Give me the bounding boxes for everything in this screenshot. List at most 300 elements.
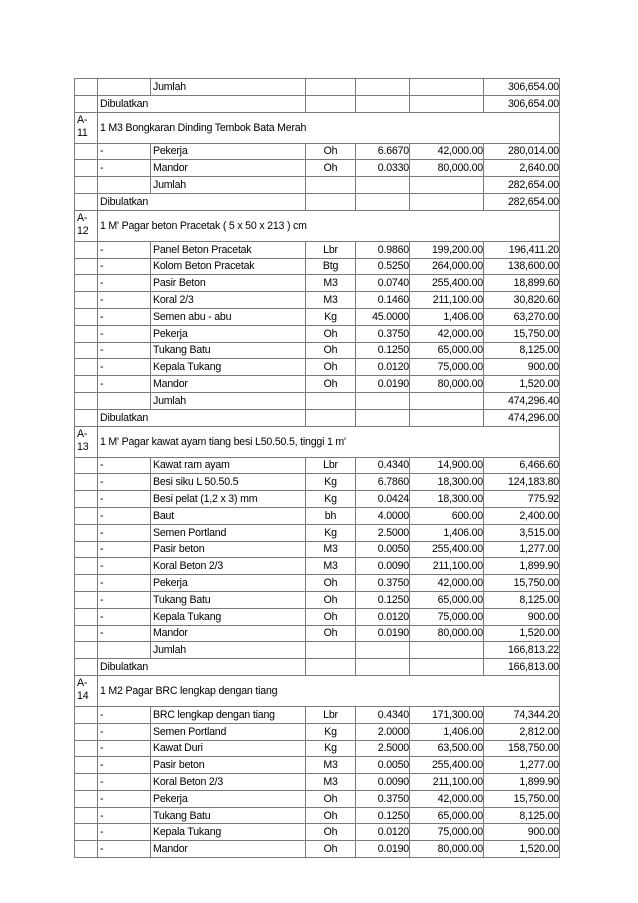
resource-unit-price: 75,000.00 <box>410 824 484 841</box>
empty-cell <box>98 177 151 194</box>
empty-cell <box>75 359 98 376</box>
empty-cell <box>410 79 484 96</box>
bullet-dash: - <box>98 143 151 160</box>
bullet-dash: - <box>98 474 151 491</box>
resource-unit: Lbr <box>306 241 356 258</box>
resource-row <box>75 790 560 807</box>
work-item-header-row <box>75 675 560 706</box>
rounded-label: Dibulatkan <box>98 659 306 676</box>
resource-unit: M3 <box>306 541 356 558</box>
resource-unit-price: 1,406.00 <box>410 524 484 541</box>
bullet-dash: - <box>98 376 151 393</box>
resource-total: 124,183.80 <box>484 474 560 491</box>
resource-name: Kawat ram ayam <box>151 457 306 474</box>
bullet-dash: - <box>98 774 151 791</box>
resource-row <box>75 160 560 177</box>
resource-total: 15,750.00 <box>484 575 560 592</box>
bullet-dash: - <box>98 841 151 858</box>
empty-cell <box>75 824 98 841</box>
resource-unit: M3 <box>306 292 356 309</box>
resource-total: 900.00 <box>484 824 560 841</box>
empty-cell <box>410 392 484 409</box>
empty-cell <box>356 193 410 210</box>
resource-coefficient: 0.4340 <box>356 457 410 474</box>
resource-total: 63,270.00 <box>484 308 560 325</box>
resource-coefficient: 0.0050 <box>356 541 410 558</box>
resource-unit: Lbr <box>306 457 356 474</box>
resource-unit: Oh <box>306 160 356 177</box>
resource-name: Semen Portland <box>151 524 306 541</box>
empty-cell <box>75 308 98 325</box>
resource-total: 900.00 <box>484 608 560 625</box>
resource-name: Kolom Beton Pracetak <box>151 258 306 275</box>
empty-cell <box>356 409 410 426</box>
resource-unit-price: 42,000.00 <box>410 790 484 807</box>
resource-coefficient: 0.9860 <box>356 241 410 258</box>
resource-row <box>75 757 560 774</box>
resource-coefficient: 0.1250 <box>356 342 410 359</box>
empty-cell <box>75 474 98 491</box>
resource-coefficient: 0.0424 <box>356 491 410 508</box>
resource-total: 8,125.00 <box>484 342 560 359</box>
resource-coefficient: 0.0120 <box>356 359 410 376</box>
resource-coefficient: 0.1250 <box>356 807 410 824</box>
resource-total: 196,411.20 <box>484 241 560 258</box>
resource-unit: Oh <box>306 325 356 342</box>
resource-name: Kawat Duri <box>151 740 306 757</box>
resource-name: Baut <box>151 507 306 524</box>
rounded-label: Dibulatkan <box>98 409 306 426</box>
empty-cell <box>306 659 356 676</box>
resource-coefficient: 0.0190 <box>356 376 410 393</box>
bullet-dash: - <box>98 591 151 608</box>
item-title: 1 M' Pagar beton Pracetak ( 5 x 50 x 213 ) cm <box>98 210 560 241</box>
resource-name: Panel Beton Pracetak <box>151 241 306 258</box>
resource-unit-price: 211,100.00 <box>410 558 484 575</box>
empty-cell <box>75 558 98 575</box>
resource-name: Pasir beton <box>151 541 306 558</box>
bullet-dash: - <box>98 608 151 625</box>
empty-cell <box>306 79 356 96</box>
bullet-dash: - <box>98 723 151 740</box>
empty-cell <box>75 79 98 96</box>
resource-total: 8,125.00 <box>484 807 560 824</box>
resource-row <box>75 457 560 474</box>
resource-unit: Oh <box>306 143 356 160</box>
bullet-dash: - <box>98 491 151 508</box>
resource-row <box>75 491 560 508</box>
resource-coefficient: 0.0120 <box>356 608 410 625</box>
work-item-header-row <box>75 426 560 457</box>
empty-cell <box>356 95 410 112</box>
subtotal-value: 306,654.00 <box>484 79 560 96</box>
resource-unit: Oh <box>306 359 356 376</box>
empty-cell <box>75 275 98 292</box>
resource-unit-price: 65,000.00 <box>410 591 484 608</box>
bullet-dash: - <box>98 558 151 575</box>
bullet-dash: - <box>98 706 151 723</box>
resource-name: Tukang Batu <box>151 807 306 824</box>
empty-cell <box>306 409 356 426</box>
resource-row <box>75 807 560 824</box>
resource-coefficient: 2.0000 <box>356 723 410 740</box>
empty-cell <box>356 79 410 96</box>
rounded-total-row <box>75 409 560 426</box>
empty-cell <box>306 193 356 210</box>
resource-unit: Oh <box>306 824 356 841</box>
resource-unit: Kg <box>306 524 356 541</box>
empty-cell <box>410 95 484 112</box>
resource-unit-price: 42,000.00 <box>410 325 484 342</box>
resource-total: 1,277.00 <box>484 541 560 558</box>
bullet-dash: - <box>98 241 151 258</box>
resource-total: 1,520.00 <box>484 625 560 642</box>
resource-name: Kepala Tukang <box>151 824 306 841</box>
resource-name: Pekerja <box>151 325 306 342</box>
resource-coefficient: 2.5000 <box>356 740 410 757</box>
resource-row <box>75 308 560 325</box>
resource-unit-price: 80,000.00 <box>410 841 484 858</box>
resource-unit-price: 199,200.00 <box>410 241 484 258</box>
resource-row <box>75 325 560 342</box>
subtotal-row <box>75 642 560 659</box>
item-title: 1 M3 Bongkaran Dinding Tembok Bata Merah <box>98 112 560 143</box>
bullet-dash: - <box>98 308 151 325</box>
resource-total: 1,899.90 <box>484 774 560 791</box>
resource-row <box>75 359 560 376</box>
resource-unit-price: 18,300.00 <box>410 491 484 508</box>
resource-total: 74,344.20 <box>484 706 560 723</box>
resource-name: BRC lengkap dengan tiang <box>151 706 306 723</box>
empty-cell <box>75 241 98 258</box>
resource-unit-price: 18,300.00 <box>410 474 484 491</box>
bullet-dash: - <box>98 740 151 757</box>
bullet-dash: - <box>98 325 151 342</box>
empty-cell <box>410 409 484 426</box>
resource-total: 775.92 <box>484 491 560 508</box>
resource-coefficient: 0.1250 <box>356 591 410 608</box>
resource-unit-price: 171,300.00 <box>410 706 484 723</box>
empty-cell <box>75 325 98 342</box>
resource-total: 6,466.60 <box>484 457 560 474</box>
empty-cell <box>75 258 98 275</box>
bullet-dash: - <box>98 575 151 592</box>
empty-cell <box>75 392 98 409</box>
empty-cell <box>75 774 98 791</box>
resource-coefficient: 0.5250 <box>356 258 410 275</box>
item-code: A-11 <box>75 112 98 143</box>
empty-cell <box>98 392 151 409</box>
resource-total: 30,820.60 <box>484 292 560 309</box>
resource-row <box>75 275 560 292</box>
item-title: 1 M' Pagar kawat ayam tiang besi L50.50.5, tinggi 1 m' <box>98 426 560 457</box>
item-title: 1 M2 Pagar BRC lengkap dengan tiang <box>98 675 560 706</box>
resource-name: Pasir Beton <box>151 275 306 292</box>
rounded-label: Dibulatkan <box>98 193 306 210</box>
resource-coefficient: 2.5000 <box>356 524 410 541</box>
resource-row <box>75 541 560 558</box>
bullet-dash: - <box>98 790 151 807</box>
resource-unit-price: 211,100.00 <box>410 774 484 791</box>
resource-row <box>75 625 560 642</box>
resource-coefficient: 0.0090 <box>356 774 410 791</box>
resource-row <box>75 376 560 393</box>
empty-cell <box>75 409 98 426</box>
subtotal-row <box>75 177 560 194</box>
rounded-value: 474,296.00 <box>484 409 560 426</box>
resource-row <box>75 706 560 723</box>
resource-coefficient: 6.7860 <box>356 474 410 491</box>
resource-unit-price: 1,406.00 <box>410 308 484 325</box>
resource-row <box>75 258 560 275</box>
resource-name: Besi pelat (1,2 x 3) mm <box>151 491 306 508</box>
resource-total: 18,899.60 <box>484 275 560 292</box>
empty-cell <box>306 95 356 112</box>
resource-unit: M3 <box>306 558 356 575</box>
empty-cell <box>306 392 356 409</box>
empty-cell <box>410 193 484 210</box>
resource-row <box>75 608 560 625</box>
resource-unit: Kg <box>306 308 356 325</box>
empty-cell <box>75 524 98 541</box>
empty-cell <box>75 757 98 774</box>
resource-unit: Oh <box>306 608 356 625</box>
resource-coefficient: 0.0050 <box>356 757 410 774</box>
bullet-dash: - <box>98 342 151 359</box>
empty-cell <box>75 706 98 723</box>
resource-unit: Oh <box>306 342 356 359</box>
subtotal-row <box>75 79 560 96</box>
resource-total: 15,750.00 <box>484 790 560 807</box>
resource-name: Mandor <box>151 625 306 642</box>
resource-total: 280,014.00 <box>484 143 560 160</box>
empty-cell <box>410 659 484 676</box>
work-item-header-row <box>75 112 560 143</box>
rounded-value: 282,654.00 <box>484 193 560 210</box>
resource-name: Mandor <box>151 160 306 177</box>
resource-total: 1,277.00 <box>484 757 560 774</box>
resource-name: Koral Beton 2/3 <box>151 558 306 575</box>
resource-name: Pekerja <box>151 790 306 807</box>
resource-unit-price: 75,000.00 <box>410 608 484 625</box>
empty-cell <box>75 807 98 824</box>
resource-row <box>75 241 560 258</box>
bullet-dash: - <box>98 275 151 292</box>
resource-unit: M3 <box>306 275 356 292</box>
empty-cell <box>75 591 98 608</box>
resource-unit-price: 211,100.00 <box>410 292 484 309</box>
resource-name: Koral Beton 2/3 <box>151 774 306 791</box>
resource-name: Mandor <box>151 841 306 858</box>
resource-row <box>75 591 560 608</box>
resource-total: 3,515.00 <box>484 524 560 541</box>
work-item-header-row <box>75 210 560 241</box>
bullet-dash: - <box>98 824 151 841</box>
resource-unit-price: 42,000.00 <box>410 575 484 592</box>
item-code: A-14 <box>75 675 98 706</box>
resource-coefficient: 0.0330 <box>356 160 410 177</box>
bullet-dash: - <box>98 457 151 474</box>
resource-row <box>75 474 560 491</box>
subtotal-value: 474,296.40 <box>484 392 560 409</box>
empty-cell <box>356 177 410 194</box>
resource-unit: Oh <box>306 575 356 592</box>
resource-unit: M3 <box>306 757 356 774</box>
empty-cell <box>75 790 98 807</box>
resource-unit: Oh <box>306 790 356 807</box>
resource-name: Semen abu - abu <box>151 308 306 325</box>
empty-cell <box>75 193 98 210</box>
rounded-label: Dibulatkan <box>98 95 306 112</box>
resource-coefficient: 0.0120 <box>356 824 410 841</box>
resource-unit-price: 80,000.00 <box>410 160 484 177</box>
bullet-dash: - <box>98 359 151 376</box>
resource-total: 1,899.90 <box>484 558 560 575</box>
empty-cell <box>356 392 410 409</box>
empty-cell <box>75 740 98 757</box>
resource-name: Pasir beton <box>151 757 306 774</box>
resource-unit: Oh <box>306 841 356 858</box>
empty-cell <box>75 642 98 659</box>
resource-name: Tukang Batu <box>151 342 306 359</box>
resource-unit-price: 80,000.00 <box>410 376 484 393</box>
subtotal-row <box>75 392 560 409</box>
bullet-dash: - <box>98 625 151 642</box>
resource-coefficient: 0.3750 <box>356 325 410 342</box>
rounded-total-row <box>75 193 560 210</box>
subtotal-label: Jumlah <box>151 642 306 659</box>
empty-cell <box>75 541 98 558</box>
price-analysis-table <box>74 78 560 858</box>
resource-total: 2,640.00 <box>484 160 560 177</box>
table-body <box>75 79 560 858</box>
resource-unit: Kg <box>306 740 356 757</box>
resource-coefficient: 0.0190 <box>356 625 410 642</box>
resource-unit-price: 75,000.00 <box>410 359 484 376</box>
resource-total: 2,400.00 <box>484 507 560 524</box>
resource-unit-price: 255,400.00 <box>410 275 484 292</box>
empty-cell <box>356 659 410 676</box>
resource-row <box>75 841 560 858</box>
resource-coefficient: 0.0090 <box>356 558 410 575</box>
resource-row <box>75 575 560 592</box>
bullet-dash: - <box>98 507 151 524</box>
resource-unit-price: 600.00 <box>410 507 484 524</box>
resource-total: 1,520.00 <box>484 841 560 858</box>
resource-total: 1,520.00 <box>484 376 560 393</box>
resource-name: Pekerja <box>151 143 306 160</box>
resource-row <box>75 723 560 740</box>
empty-cell <box>410 642 484 659</box>
resource-name: Mandor <box>151 376 306 393</box>
subtotal-label: Jumlah <box>151 392 306 409</box>
resource-coefficient: 4.0000 <box>356 507 410 524</box>
empty-cell <box>306 177 356 194</box>
resource-total: 900.00 <box>484 359 560 376</box>
resource-name: Koral 2/3 <box>151 292 306 309</box>
resource-total: 8,125.00 <box>484 591 560 608</box>
subtotal-label: Jumlah <box>151 177 306 194</box>
resource-name: Besi siku L 50.50.5 <box>151 474 306 491</box>
resource-row <box>75 524 560 541</box>
empty-cell <box>75 625 98 642</box>
empty-cell <box>75 177 98 194</box>
resource-unit-price: 255,400.00 <box>410 757 484 774</box>
resource-unit: Oh <box>306 807 356 824</box>
resource-row <box>75 292 560 309</box>
rounded-value: 166,813.00 <box>484 659 560 676</box>
item-code: A-13 <box>75 426 98 457</box>
empty-cell <box>410 177 484 194</box>
rounded-value: 306,654.00 <box>484 95 560 112</box>
resource-total: 2,812.00 <box>484 723 560 740</box>
resource-unit-price: 42,000.00 <box>410 143 484 160</box>
rounded-total-row <box>75 659 560 676</box>
resource-row <box>75 740 560 757</box>
resource-coefficient: 45.0000 <box>356 308 410 325</box>
empty-cell <box>75 342 98 359</box>
subtotal-value: 282,654.00 <box>484 177 560 194</box>
empty-cell <box>75 376 98 393</box>
bullet-dash: - <box>98 541 151 558</box>
empty-cell <box>75 841 98 858</box>
resource-unit-price: 65,000.00 <box>410 807 484 824</box>
resource-unit-price: 80,000.00 <box>410 625 484 642</box>
resource-unit: Oh <box>306 376 356 393</box>
resource-name: Semen Portland <box>151 723 306 740</box>
resource-unit-price: 65,000.00 <box>410 342 484 359</box>
resource-total: 158,750.00 <box>484 740 560 757</box>
item-code: A-12 <box>75 210 98 241</box>
resource-coefficient: 0.0190 <box>356 841 410 858</box>
empty-cell <box>98 642 151 659</box>
empty-cell <box>75 507 98 524</box>
resource-unit: Btg <box>306 258 356 275</box>
empty-cell <box>75 659 98 676</box>
resource-total: 138,600.00 <box>484 258 560 275</box>
resource-unit-price: 14,900.00 <box>410 457 484 474</box>
resource-total: 15,750.00 <box>484 325 560 342</box>
empty-cell <box>75 95 98 112</box>
empty-cell <box>75 160 98 177</box>
resource-unit: Oh <box>306 625 356 642</box>
resource-coefficient: 0.0740 <box>356 275 410 292</box>
subtotal-label: Jumlah <box>151 79 306 96</box>
bullet-dash: - <box>98 292 151 309</box>
resource-coefficient: 0.1460 <box>356 292 410 309</box>
resource-name: Kepala Tukang <box>151 608 306 625</box>
resource-coefficient: 0.3750 <box>356 790 410 807</box>
empty-cell <box>75 723 98 740</box>
bullet-dash: - <box>98 807 151 824</box>
resource-row <box>75 342 560 359</box>
empty-cell <box>75 608 98 625</box>
empty-cell <box>306 642 356 659</box>
resource-unit: Lbr <box>306 706 356 723</box>
empty-cell <box>75 491 98 508</box>
resource-unit: Kg <box>306 723 356 740</box>
resource-unit: M3 <box>306 774 356 791</box>
empty-cell <box>75 457 98 474</box>
resource-coefficient: 6.6670 <box>356 143 410 160</box>
resource-name: Kepala Tukang <box>151 359 306 376</box>
bullet-dash: - <box>98 160 151 177</box>
bullet-dash: - <box>98 524 151 541</box>
resource-unit-price: 63,500.00 <box>410 740 484 757</box>
resource-name: Pekerja <box>151 575 306 592</box>
empty-cell <box>75 143 98 160</box>
resource-coefficient: 0.3750 <box>356 575 410 592</box>
